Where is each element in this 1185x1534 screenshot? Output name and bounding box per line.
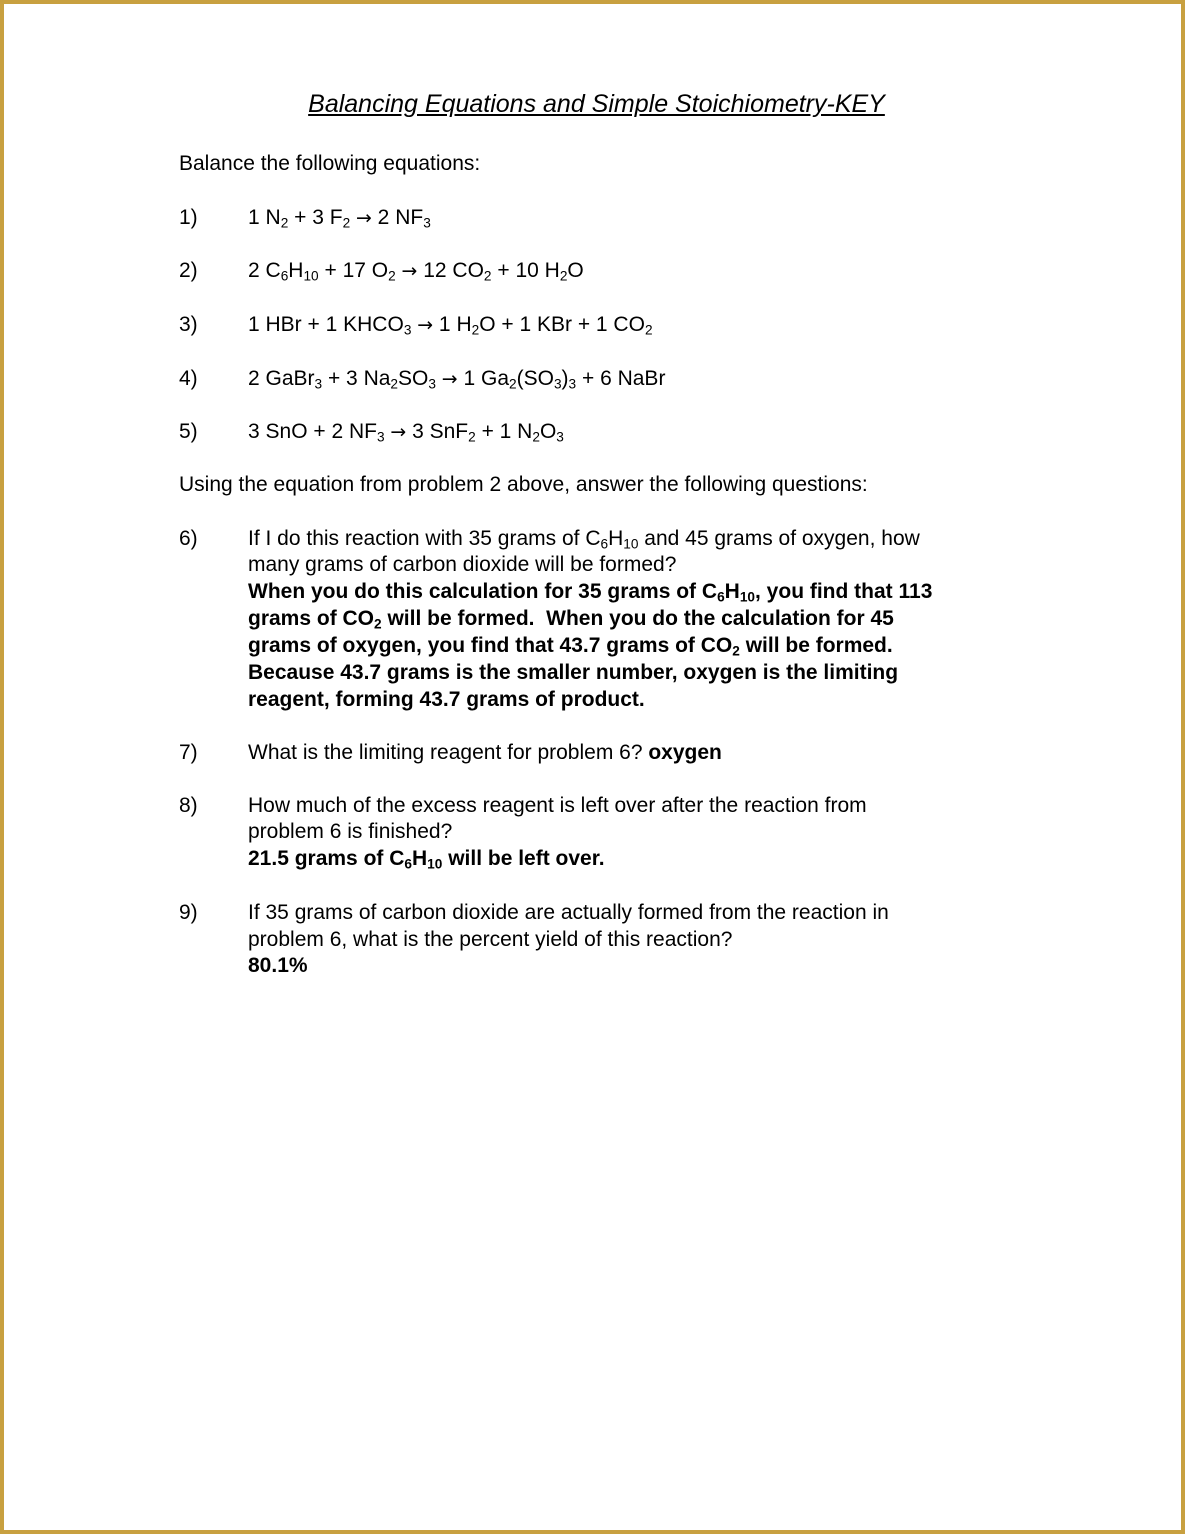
equation-3: 1 HBr + 1 $KHCO_3 \to 1$ $H_2O + 1$ KBr + 1 $CO_2$: [248, 313, 653, 338]
questions-instructions: Using the equation from problem 2 above, answer the following questions:: [179, 473, 868, 496]
reaction-arrow: →: [417, 314, 434, 336]
question-8-line-1: How much of the excess reagent is left over after the reaction from: [248, 794, 867, 817]
question-6-answer-line-3: grams of oxygen, you find that 43.7 grams of $CO_2$ will be formed.: [248, 634, 893, 659]
question-6-line-2: many grams of carbon dioxide will be formed?: [248, 553, 677, 576]
question-8-number: 8): [179, 794, 198, 817]
question-6-answer-line-5: reagent, forming 43.7 grams of product.: [248, 688, 645, 711]
question-9-line-1: If 35 grams of carbon dioxide are actually formed from the reaction in: [248, 901, 889, 924]
equation-2-number: 2): [179, 259, 198, 282]
reaction-arrow: →: [401, 260, 418, 282]
question-9-answer: 80.1%: [248, 954, 308, 977]
page-title: Balancing Equations and Simple Stoichiometry-KEY: [308, 90, 885, 118]
equation-5: 3 SnO + 2 $NF_3 \to 3$ SnF$_2$ + 1 $N_2O_3$: [248, 420, 564, 445]
equation-5-number: 5): [179, 420, 198, 443]
equation-2: 2 $C_6H_{10} + 17$ $O_2 \to 12$ $CO_2 + 10$ $H_2O$: [248, 259, 584, 284]
reaction-arrow: →: [390, 421, 407, 443]
question-6-number: 6): [179, 527, 198, 550]
question-6-answer-line-2: grams of $CO_2$ will be formed. When you do the calculation for 45: [248, 607, 894, 632]
equation-1-number: 1): [179, 206, 198, 229]
reaction-arrow: →: [441, 368, 458, 390]
balance-instructions: Balance the following equations:: [179, 152, 481, 175]
question-6-answer-line-1: When you do this calculation for 35 grams of $C_6H_{10}$, you find that 113: [248, 580, 933, 605]
equation-1: 1 $N_2 + 3$ $F_2 \to 2$ $NF_3$: [248, 206, 431, 231]
question-7-text: What is the limiting reagent for problem 6? oxygen: [248, 741, 722, 764]
question-7-number: 7): [179, 741, 198, 764]
question-7-answer: oxygen: [648, 741, 722, 764]
question-6-line-1: If I do this reaction with 35 grams of $C_6H_{10}$ and 45 grams of oxygen, how: [248, 527, 920, 552]
equation-4-number: 4): [179, 367, 198, 390]
question-6-answer-line-4: Because 43.7 grams is the smaller number, oxygen is the limiting: [248, 661, 899, 684]
question-9-line-2: problem 6, what is the percent yield of this reaction?: [248, 928, 733, 951]
question-8-answer: 21.5 grams of $C_6H_{10}$ will be left over.: [248, 847, 605, 872]
question-8-line-2: problem 6 is finished?: [248, 820, 453, 843]
equation-3-number: 3): [179, 313, 198, 336]
reaction-arrow: →: [356, 207, 372, 229]
equation-4: 2 GaBr$_3$ + 3 $Na_2SO_3 \to 1$ $Ga_2(SO_3)_3 + 6$ NaBr: [248, 367, 666, 392]
question-9-number: 9): [179, 901, 198, 924]
